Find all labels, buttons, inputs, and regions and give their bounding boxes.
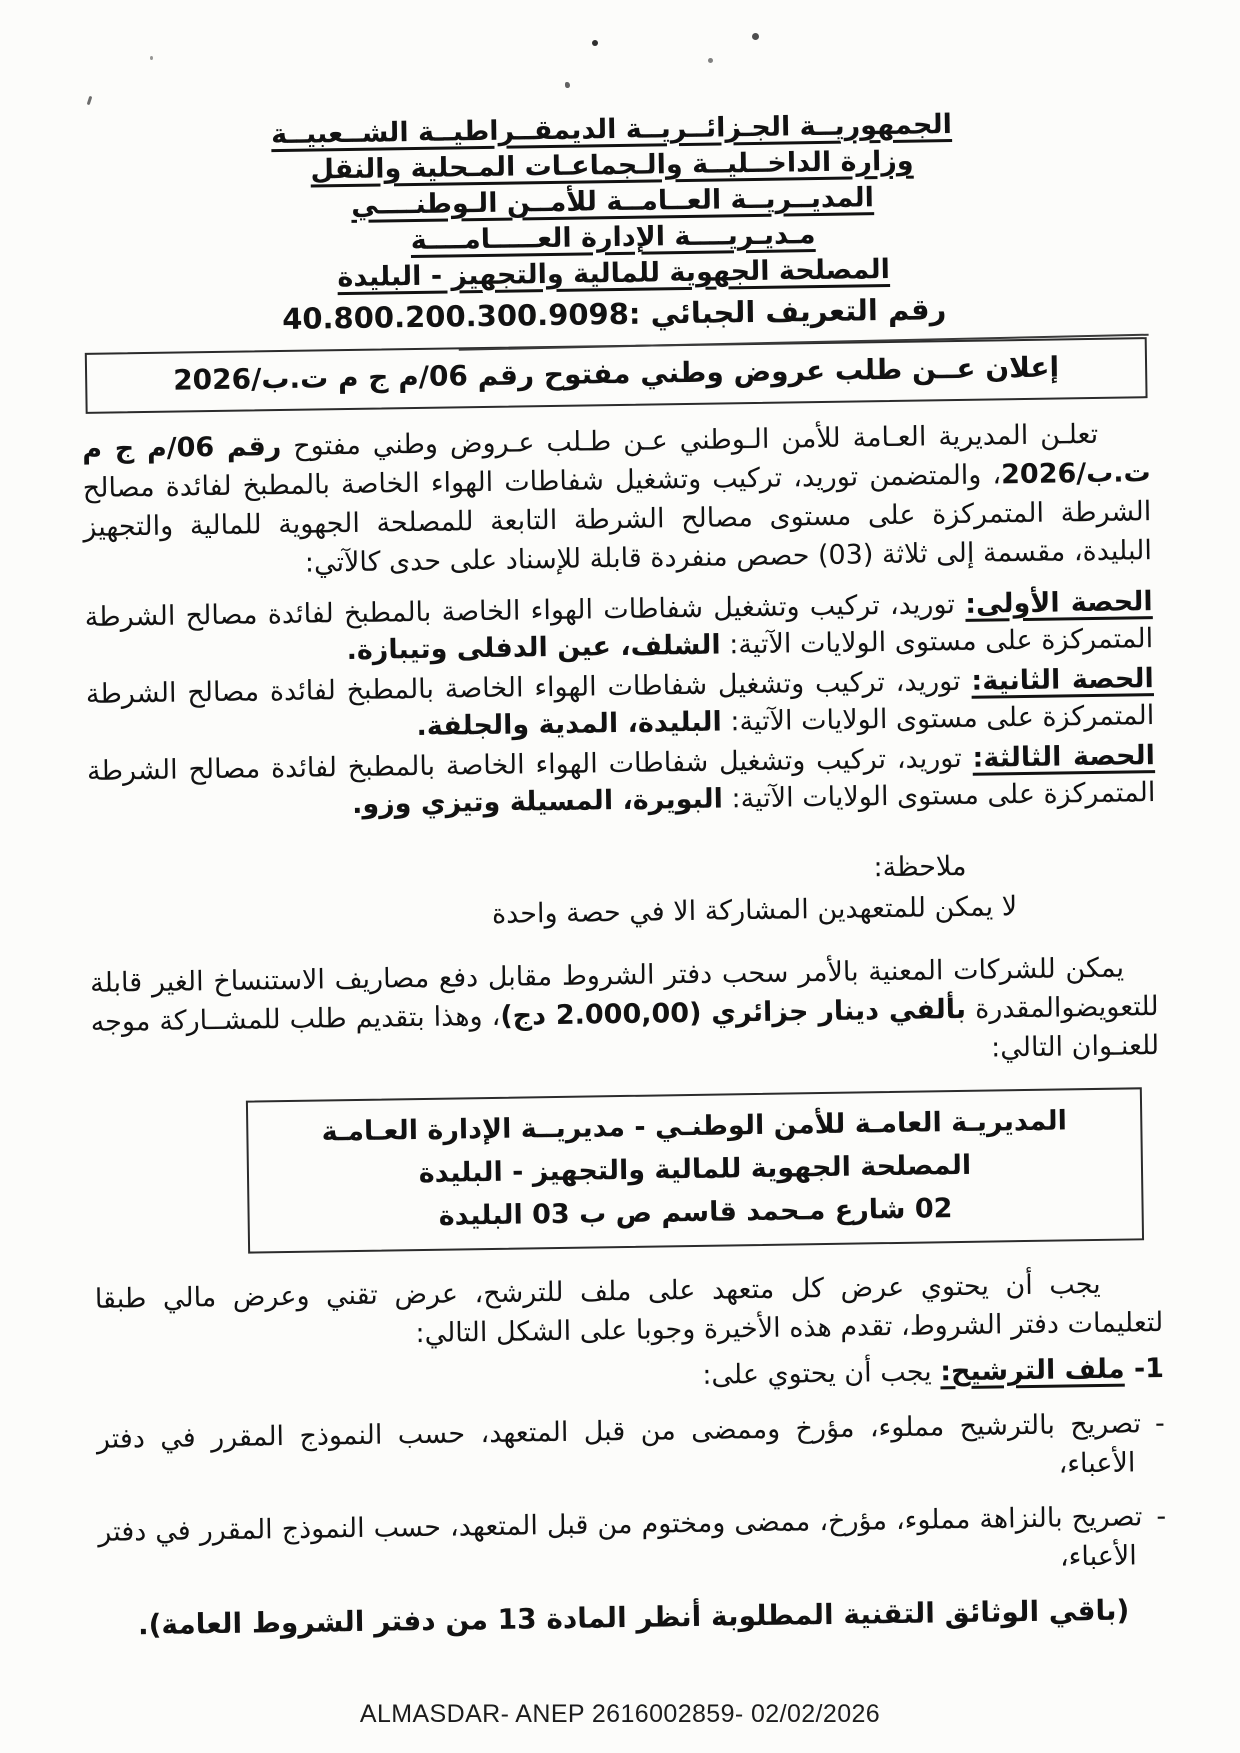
lot-3-title: الحصة الثالثة:	[972, 740, 1156, 774]
header-republic-text: الجمهوريــة الجـزائــريــة الديمقــراطيــة الشــعبيــة	[270, 109, 953, 151]
anep-footer: ALMASDAR- ANEP 2616002859- 02/02/2026	[359, 1700, 881, 1728]
withdrawal-text-rest: ، وهذا بتقديم طلب للمشــاركة موجه للعنـوان التالي:	[90, 1000, 1160, 1064]
header-regional-service-text: المصلحة الجهوية للمالية والتجهيز - البليدة	[337, 253, 891, 294]
intro-text-rest: ، والمتضمن توريد، تركيب وتشغيل شفاطات الهواء الخاصة بالمطبخ لفائدة مصالح الشرطة المتمركزة على مستوى مصالح الشرطة التابعة للمصلحة الجهوية للمالية والتجهيز البليدة، مقسمة إلى ثلاثة (03) حصص منفردة قابلة للإسناد على حدى كالآتي:	[82, 459, 1153, 579]
closing-note: (باقي الوثائق التقنية المطلوبة أنظر المادة 13 من دفتر الشروط العامة).	[137, 1593, 1130, 1642]
lot-1-title: الحصة الأولى:	[965, 586, 1153, 620]
lot-3-body: توريد، تركيب وتشغيل شفاطات الهواء الخاصة بالمطبخ لفائدة مصالح الشرطة المتمركزة على مستوى الولايات الآتية:	[86, 742, 1156, 815]
announcement-title-box	[85, 337, 1148, 414]
offers-paragraph: يجب أن يحتوي عرض كل متعهد على ملف للترشح، عرض تقني وعرض مالي طبقا لتعليمات دفتر الشروط، تقدم هذه الأخيرة وجوبا على الشكل التالي:	[94, 1268, 1164, 1350]
document-header	[77, 104, 1148, 342]
bullet-dash: -	[1154, 1407, 1166, 1440]
candidacy-number: 1-	[1124, 1353, 1165, 1385]
address-line-service: المصلحة الجهوية للمالية والتجهيز - البليدة	[418, 1149, 972, 1190]
lot-1-body: توريد، تركيب وتشغيل شفاطات الهواء الخاصة بالمطبخ لفائدة مصالح الشرطة المتمركزة على مستوى الولايات الآتية:	[84, 588, 1154, 661]
header-ministry-text: وزارة الداخــليــة والـجماعـات المـحلية والنقل	[310, 145, 914, 186]
lot-2-body: توريد، تركيب وتشغيل شفاطات الهواء الخاصة بالمطبخ لفائدة مصالح الشرطة المتمركزة على مستوى الولايات الآتية:	[85, 665, 1155, 738]
tender-reference: رقم 06/م ج م ت.ب/2026	[81, 430, 1151, 491]
intro-paragraph	[82, 414, 1152, 586]
bullet-text-candidacy: تصريح بالترشيح مملوء، مؤرخ وممضى من قبل المتعهد، حسب النموذج المقرر في دفتر الأعباء،	[96, 1408, 1142, 1480]
list-item-declaration-integrity	[98, 1497, 1167, 1591]
note-label: ملاحظة:	[873, 850, 967, 884]
address-box	[246, 1087, 1144, 1253]
withdrawal-text-start: يمكن للشركات المعنية بالأمر سحب دفتر الشروط مقابل دفع مصاريف الاستنساخ الغير قابلة للتعويضوالمقدرة	[89, 952, 1159, 1025]
withdrawal-paragraph	[90, 948, 1160, 1081]
candidacy-text: يجب أن يحتوي على:	[702, 1356, 941, 1391]
list-item-declaration-candidacy	[97, 1404, 1166, 1498]
lot-2-title: الحصة الثانية:	[971, 663, 1154, 697]
lot-2-paragraph	[86, 660, 1155, 750]
candidacy-title: ملف الترشيح:	[940, 1353, 1125, 1388]
announcement-title: إعلان عــن طلب عروض وطني مفتوح رقم 06/م ج م ت.ب/2026	[172, 350, 1060, 397]
lot-2-wilayas: البليدة، المدية والجلفة.	[416, 706, 723, 743]
address-line-directorate: المديريـة العامـة للأمن الوطنـي - مديريــة الإدارة العـامـة	[321, 1105, 1068, 1148]
bullet-dash: -	[1156, 1500, 1167, 1533]
header-directorate-text: المديــريــة العــامــة للأمــن الـوطنــــي	[350, 182, 875, 221]
intro-text-start: تعلـن المديرية العـامة للأمن الـوطني عـن طـلب عـروض وطني مفتوح	[281, 418, 1099, 462]
withdrawal-amount: بألفي دينار جزائري (2.000,00 دج)	[500, 993, 967, 1032]
bullet-text-integrity: تصريح بالنزاهة مملوء، مؤرخ، ممضى ومختوم من قبل المتعهد، حسب النموذج المقرر في دفتر الأعباء،	[98, 1501, 1143, 1573]
candidacy-file-heading	[96, 1349, 1164, 1405]
lot-1-paragraph	[84, 583, 1153, 673]
lot-3-paragraph	[87, 737, 1156, 827]
note-text: لا يمكن للمتعهدين المشاركة الا في حصة واحدة	[491, 891, 1018, 930]
lot-1-wilayas: الشلف، عين الدفلى وتيبازة.	[346, 629, 721, 667]
header-administration-text: مـديـريــــة الإدارة العـــــامــــة	[410, 219, 816, 257]
tax-id-line: رقم التعريف الجبائي :40.800.200.300.9098	[281, 292, 947, 336]
lot-3-wilayas: البويرة، المسيلة وتيزي وزو.	[351, 783, 724, 820]
address-line-street: 02 شارع مـحمد قاسم ص ب 03 البليدة	[438, 1193, 953, 1232]
